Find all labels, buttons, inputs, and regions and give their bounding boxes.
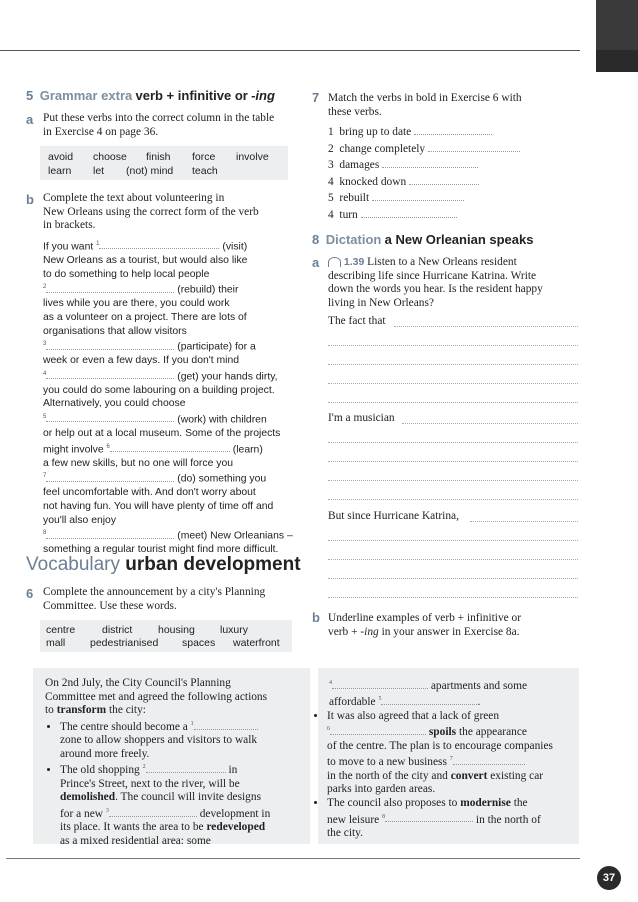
ex5a-instructions (43, 112, 274, 139)
para-line: organisations that allow visitors (43, 325, 187, 337)
item-number: 1 (328, 126, 334, 138)
ex8b-letter: b (312, 610, 320, 625)
gap-1[interactable] (99, 238, 219, 249)
ann-line: the (513, 796, 528, 809)
ann-line: as a mixed residential area: some (60, 834, 211, 847)
ann-line: in the north of the city and (327, 769, 448, 782)
gap-number: 5 (378, 696, 382, 703)
ex8-label-bold: a New Orleanian speaks (384, 232, 534, 247)
item-text: turn (339, 208, 358, 221)
gap-3[interactable] (46, 339, 174, 350)
ex8a-letter: a (312, 255, 320, 270)
ex5b-instructions (43, 192, 259, 233)
ex8b-line2-italic: -ing (360, 625, 379, 638)
item-text: change completely (339, 142, 426, 155)
para-line: to do something to help local people (43, 268, 210, 280)
ann-line: for a new (60, 807, 104, 820)
gap-5[interactable] (46, 411, 174, 422)
ann-line: its place. It wants the area to be (60, 821, 204, 834)
verb-force: force (192, 151, 216, 163)
ex8b-line1: Underline examples of verb + infinitive or (328, 612, 522, 624)
item-number: 4 (328, 175, 334, 188)
verb-teach: teach (192, 165, 218, 177)
vocab-title-grey: Vocabulary (26, 554, 121, 575)
ex7-line1: Match the verbs in bold in Exercise 6 with (328, 92, 522, 104)
para-line: not having fun. You will have plenty of time off and (43, 500, 274, 512)
ex7-item (328, 207, 520, 224)
ex8-number: 8 (312, 232, 320, 247)
ann-bold-verb: spoils (428, 726, 457, 739)
ann-line: It was also agreed that a lack of green (327, 709, 500, 722)
gap-8[interactable] (46, 528, 174, 539)
ex8a-line2: describing life since Hurricane Katrina. Write (328, 269, 537, 282)
ex8a-line1: Listen to a New Orleans resident (367, 256, 517, 268)
page-corner-tab-dark (596, 50, 638, 72)
bottom-rule (6, 858, 580, 859)
para-line: (learn) (232, 444, 263, 456)
item-text: knocked down (339, 175, 407, 188)
para-line: week or even a few days. If you don't mind (43, 355, 240, 367)
word-housing: housing (158, 624, 195, 636)
para-line: Alternatively, you could choose (43, 398, 186, 410)
verb-not-mind: (not) mind (126, 165, 174, 177)
para-line: (visit) (222, 241, 248, 253)
word-waterfront: waterfront (233, 637, 280, 649)
gap-number: 4 (329, 680, 332, 686)
verb-let: let (93, 165, 105, 177)
ex7-instructions (328, 92, 522, 119)
volunteering-text (43, 238, 293, 557)
ann-line: apartments and some (430, 679, 528, 692)
gap-number: 6 (327, 726, 330, 733)
dictation-line[interactable] (328, 441, 578, 443)
ex8-heading (312, 232, 533, 248)
ex5b-line1: Complete the text about volunteering in (43, 192, 225, 204)
para-line: (rebuild) their (177, 284, 239, 296)
vocab-heading (26, 554, 301, 576)
dictation-line[interactable] (328, 539, 578, 541)
verb-learn: learn (48, 165, 72, 177)
word-district: district (102, 624, 133, 636)
ann-line: development in (199, 807, 271, 820)
ann-line: existing car (490, 769, 544, 782)
ann-line: around more freely. (60, 747, 150, 760)
ann-line: the city: (108, 704, 146, 717)
ann-bold-verb: demolished (60, 791, 116, 804)
dictation-start-2: I'm a musician (328, 412, 395, 424)
ex5a-line2: in Exercise 4 on page 36. (43, 125, 159, 138)
gap-number: 1 (190, 720, 194, 727)
ann-gap-5[interactable] (381, 694, 477, 705)
verb-choose: choose (93, 151, 127, 163)
item-number: 4 (328, 208, 334, 221)
para-line: New Orleans as a tourist, but would also like (43, 255, 248, 267)
dictation-line[interactable] (328, 344, 578, 346)
gap-number: 7 (449, 756, 453, 763)
para-line: feel uncomfortable with. And don't worry about (43, 487, 256, 499)
audio-track-number: 1.39 (343, 256, 365, 268)
ex7-answer-5[interactable] (372, 190, 464, 201)
ex5-heading (26, 88, 275, 104)
ex7-answer-4[interactable] (409, 174, 479, 185)
para-line: as a volunteer on a project. There are lots of (43, 311, 247, 323)
para-line: (participate) for a (177, 341, 256, 353)
ex5-label-grey: Grammar extra (39, 88, 133, 103)
gap-number: 1 (96, 241, 100, 247)
ex8a-line3: down the words you hear. Is the resident happy (328, 283, 543, 296)
ex5-label-bold: verb + infinitive or (135, 88, 248, 103)
gap-number: 4 (43, 370, 47, 377)
ex7-item (328, 124, 520, 141)
dictation-line[interactable] (470, 520, 578, 522)
para-line: lives while you are there, you could work (43, 298, 230, 310)
ann-line: in the north of (475, 813, 541, 826)
gap-7[interactable] (46, 471, 174, 482)
ann-line: the appearance (458, 726, 527, 739)
ex7-list (328, 124, 520, 224)
dictation-line[interactable] (402, 422, 578, 424)
verb-involve: involve (236, 151, 269, 163)
ex5b-line3: in brackets. (43, 219, 96, 232)
gap-4[interactable] (46, 368, 174, 379)
ex5a-line1: Put these verbs into the correct column in the table (43, 112, 275, 124)
ex7-answer-6[interactable] (361, 207, 457, 218)
item-text: bring up to date (339, 126, 412, 138)
ann-line: in (228, 764, 238, 777)
gap-number: 7 (43, 473, 47, 480)
gap-number: 8 (382, 813, 386, 820)
ex8b-line2: verb + (328, 625, 358, 638)
word-mall: mall (46, 637, 66, 649)
ex7-item (328, 141, 520, 158)
ex7-item (328, 174, 520, 191)
para-line: (work) with children (177, 414, 267, 426)
gap-2[interactable] (46, 282, 174, 293)
item-text: damages (339, 159, 380, 172)
item-number: 3 (328, 159, 334, 172)
item-text: rebuilt (339, 192, 370, 205)
gap-number: 5 (43, 414, 47, 420)
para-line: (meet) New Orleanians – (177, 530, 293, 542)
dictation-line[interactable] (328, 382, 578, 384)
ann-line: of the centre. The plan is to encourage companies (327, 739, 553, 752)
ann-line: affordable (329, 696, 376, 709)
gap-number: 3 (43, 341, 47, 348)
dictation-line[interactable] (328, 479, 578, 481)
item-number: 2 (328, 142, 334, 155)
item-number: 5 (328, 192, 334, 205)
ex5-label-italic: -ing (251, 88, 275, 103)
ann-gap-8[interactable] (385, 811, 473, 822)
ann-line: Committee met and agreed the following actions (45, 690, 268, 703)
gap-number: 2 (142, 764, 146, 771)
ann-line: Prince's Street, next to the river, will be (60, 777, 240, 790)
ex7-item (328, 157, 520, 174)
para-line: something a regular tourist might find more difficult. (43, 544, 279, 556)
ex7-number: 7 (312, 90, 320, 105)
gap-number: 6 (106, 443, 110, 450)
para-line: a few new skills, but no one will force you (43, 457, 234, 469)
ann-bold-verb: modernise (460, 796, 511, 809)
ann-line: . The council will invite designs (115, 791, 262, 804)
announcement-right: $^4$ apartments and some affordable $^5$ . • It was also agreed that a lack of green $^6$ spoils the appearance of the centre. The plan is to encourage companies to move to a new business $^7$ in the north of the city and convert existing car parks into garden areas. • The council also proposes to modernise the new leisure $^8$ in the north of the city. (327, 677, 577, 841)
dictation-line[interactable] (328, 498, 578, 500)
page-corner-tab (596, 0, 638, 50)
ann-bold-verb: transform (56, 704, 107, 717)
ex7-item (328, 190, 520, 207)
para-line: If you want (43, 241, 94, 253)
ex7-answer-3[interactable] (382, 157, 478, 168)
ex5-number: 5 (26, 88, 34, 103)
gap-number: 2 (43, 284, 47, 291)
ex8-label-grey: Dictation (325, 232, 382, 247)
ann-line: The centre should become a (60, 720, 188, 733)
word-luxury: luxury (220, 624, 249, 636)
ex8b-line2-end: in your answer in Exercise 8a. (381, 625, 520, 638)
ex5b-line2: New Orleans using the correct form of the verb (43, 205, 259, 218)
ex5a-letter: a (26, 112, 34, 127)
ex8a-instructions (328, 256, 584, 310)
ex6-number: 6 (26, 586, 34, 601)
ann-line: to move to a new business (327, 756, 447, 769)
word-spaces: spaces (182, 637, 216, 649)
para-line: you could do some labouring on a building project. (43, 384, 275, 396)
para-line: (do) something you (177, 473, 267, 485)
top-rule (0, 50, 580, 51)
word-pedestrianised: pedestrianised (90, 637, 159, 649)
ann-line: parks into garden areas. (327, 783, 436, 796)
ex5-verb-box (40, 146, 288, 180)
ex6-word-box (40, 620, 292, 652)
ann-gap-1[interactable] (194, 719, 258, 730)
ann-line: to (45, 704, 54, 717)
ex8a-line4: living in New Orleans? (328, 296, 434, 309)
para-line: might involve (43, 444, 104, 456)
ann-line: On 2nd July, the City Council's Planning (45, 677, 231, 689)
ann-gap-3[interactable] (109, 806, 197, 817)
verb-finish: finish (146, 151, 171, 163)
ex5b-letter: b (26, 192, 34, 207)
audio-icon (328, 257, 341, 267)
ann-gap-6[interactable] (330, 724, 426, 735)
ann-bold-verb: redeveloped (206, 821, 266, 834)
ann-gap-4[interactable] (332, 678, 428, 689)
para-line: you'll also enjoy (43, 514, 117, 526)
para-line: (get) your hands dirty, (177, 371, 278, 383)
dictation-line[interactable] (328, 460, 578, 462)
para-line: or help out at a local museum. Some of the projects (43, 428, 281, 440)
gap-number: 8 (43, 530, 47, 537)
ex6-line2: Committee. Use these words. (43, 599, 177, 612)
ex7-answer-2[interactable] (428, 141, 520, 152)
ann-gap-7[interactable] (453, 754, 525, 765)
dictation-line[interactable] (394, 325, 578, 327)
gap-6[interactable] (110, 441, 230, 452)
ex7-answer-1[interactable] (414, 124, 492, 135)
ex7-line2: these verbs. (328, 105, 382, 118)
page-number: 37 (597, 866, 621, 890)
dictation-start-3: But since Hurricane Katrina, (328, 510, 459, 522)
vocab-title-bold: urban development (125, 554, 301, 575)
word-centre: centre (46, 624, 76, 636)
ann-line: The old shopping (60, 764, 140, 777)
dictation-start-1: The fact that (328, 315, 386, 327)
ann-line: new leisure (327, 813, 380, 826)
dictation-line[interactable] (328, 577, 578, 579)
ann-line: the city. (327, 826, 363, 839)
dictation-line[interactable] (328, 401, 578, 403)
dictation-line[interactable] (328, 596, 578, 598)
dictation-line[interactable] (328, 558, 578, 560)
ann-line: The council also proposes to (327, 796, 458, 809)
ex6-instructions (43, 586, 265, 613)
ex6-line1: Complete the announcement by a city's Planning (43, 586, 266, 598)
ann-line: zone to allow shoppers and visitors to walk (60, 734, 258, 747)
announcement-left (45, 677, 295, 849)
gap-number: 3 (105, 807, 109, 814)
dictation-line[interactable] (328, 363, 578, 365)
ex8b-instructions (328, 612, 521, 639)
ann-bold-verb: convert (450, 769, 488, 782)
ann-gap-2[interactable] (146, 762, 226, 773)
verb-avoid: avoid (48, 151, 74, 163)
